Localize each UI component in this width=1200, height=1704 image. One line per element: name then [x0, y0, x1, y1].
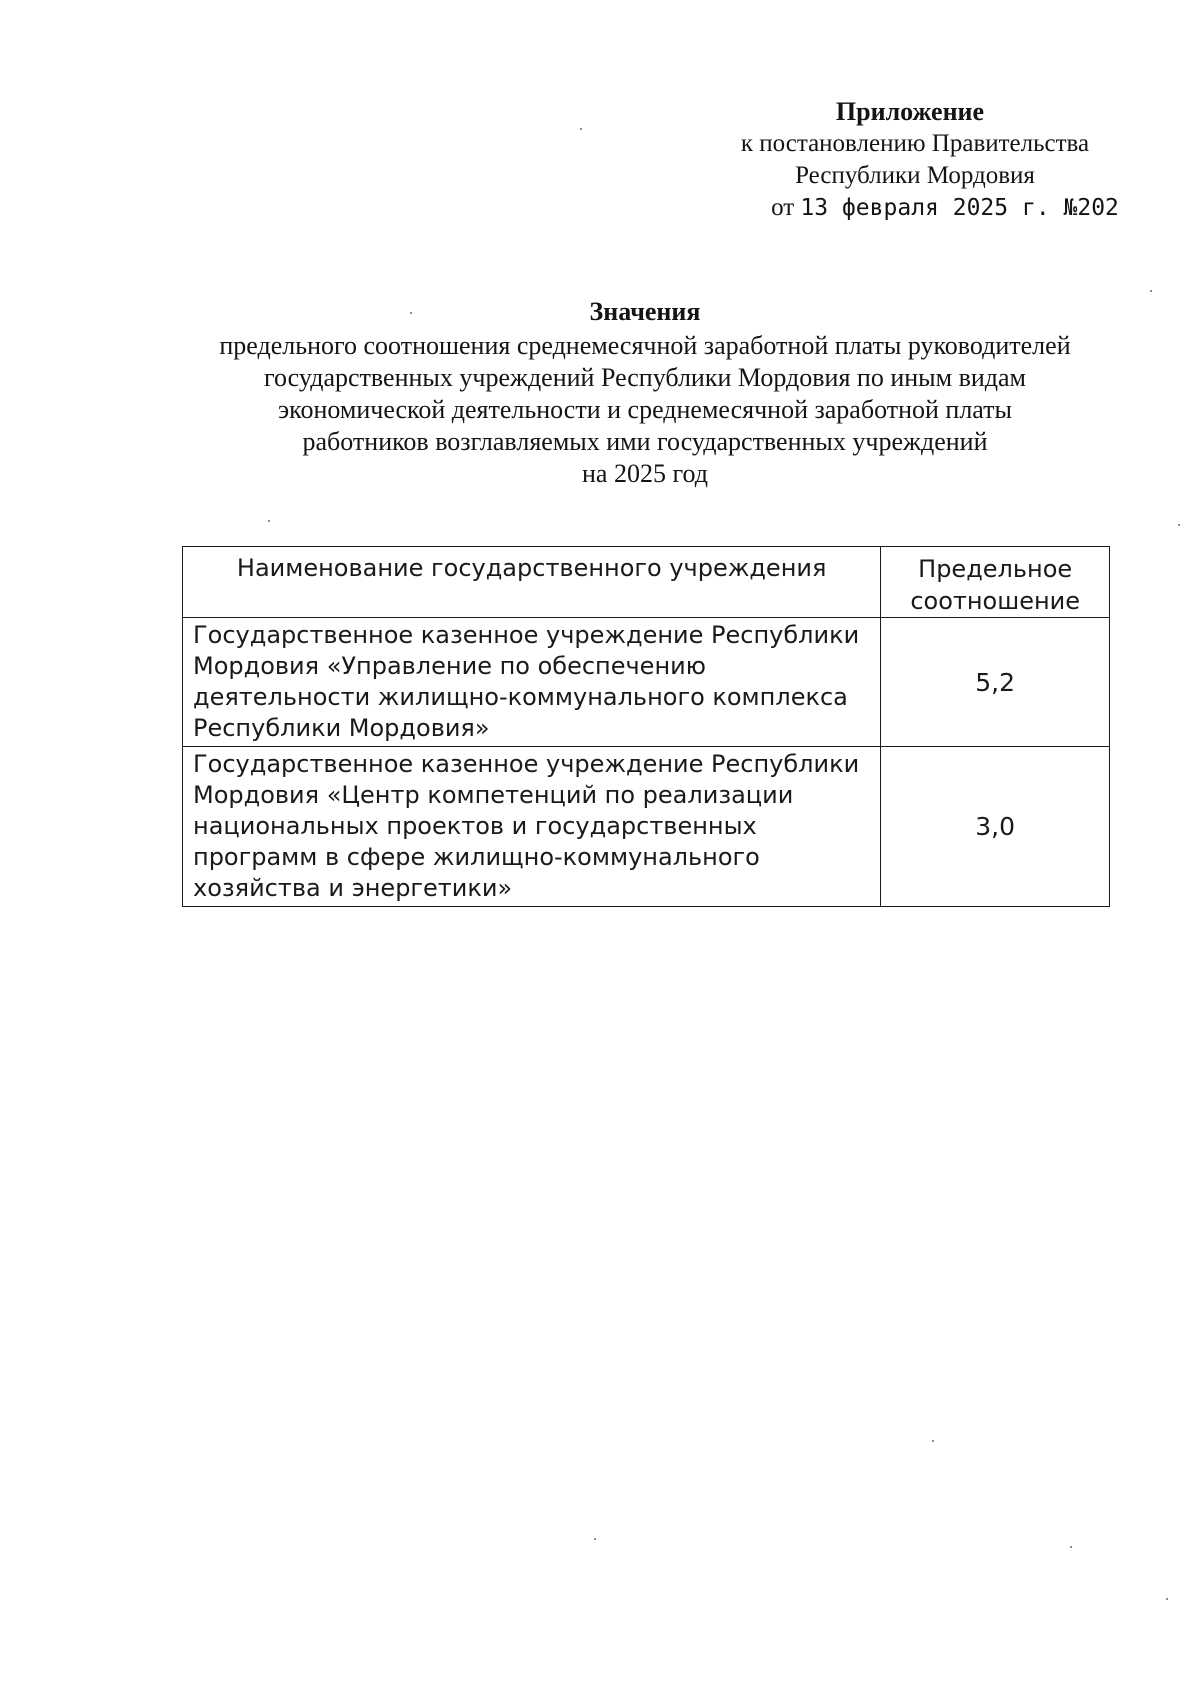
table-row	[183, 618, 1110, 747]
document-title: Значения	[589, 297, 701, 326]
scan-speck	[932, 1440, 934, 1442]
attachment-date-stamp: 13 февраля 2025 г. №202	[800, 195, 1119, 221]
header-max-ratio: Предельное соотношение	[881, 547, 1110, 618]
header-institution-name: Наименование государственного учреждения	[183, 547, 881, 618]
scan-speck	[580, 128, 582, 130]
scan-speck	[1150, 290, 1152, 292]
ratio-table	[182, 546, 1110, 907]
institution-name-cell: Государственное казенное учреждение Республики Мордовия «Управление по обеспечению деятельности жилищно-коммунального комплекса Республики Мордовия»	[183, 618, 881, 747]
scan-speck	[1070, 1546, 1072, 1548]
ratio-value-cell: 5,2	[881, 618, 1110, 747]
attachment-line-republic: Республики Мордовия	[795, 162, 1035, 189]
institution-name-cell: Государственное казенное учреждение Республики Мордовия «Центр компетенций по реализации национальных проектов и государственных программ в сфере жилищно-коммунального хозяйства и энергетики»	[183, 747, 881, 907]
attachment-header	[620, 96, 1130, 224]
attachment-date-prefix: от	[771, 194, 795, 221]
scan-speck	[1178, 524, 1180, 526]
scan-speck	[594, 1538, 596, 1540]
scan-speck	[1166, 1598, 1168, 1600]
table-row	[183, 747, 1110, 907]
attachment-date-line	[620, 192, 1130, 224]
scan-speck	[268, 520, 270, 522]
scan-speck	[410, 312, 412, 314]
ratio-value-cell: 3,0	[881, 747, 1110, 907]
document-subtitle: предельного соотношения среднемесячной заработной платы руководителей государственных учреждений Республики Мордовия по иным видам экономической деятельности и среднемесячной заработной платы работников возглавляемых ими государственных учреждений на 2025 год	[219, 331, 1071, 488]
attachment-line-resolution: к постановлению Правительства	[740, 130, 1090, 157]
table-header-row	[183, 547, 1110, 618]
attachment-title: Приложение	[835, 97, 985, 126]
document-title-block	[160, 296, 1130, 490]
